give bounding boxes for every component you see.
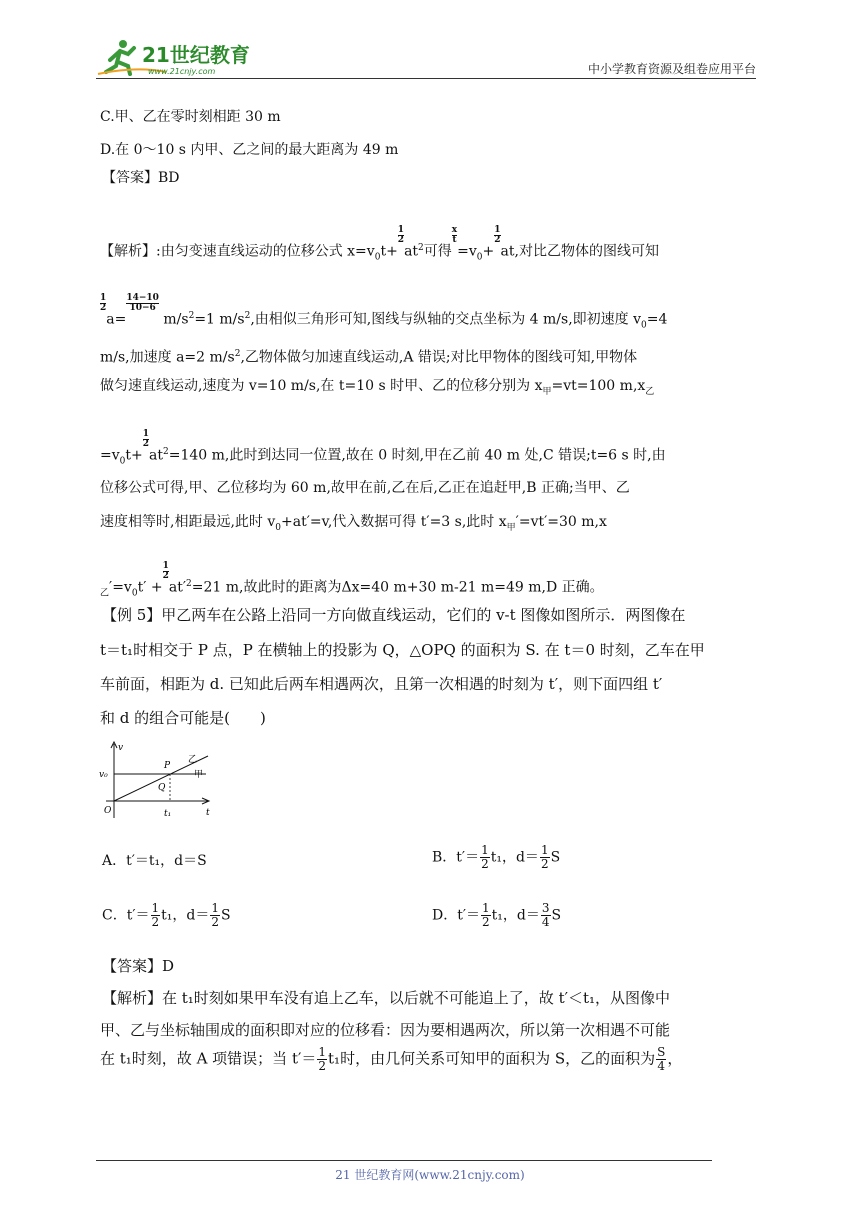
explanation-1-line-5: $=v_0t+$ $\frac{1}{2}at^2=140$ m,此时到达同一位置,故在 0 时刻,甲在乙前 40 m 处,C 错误;t=6 s 时,由 [100,429,666,467]
answer-2: 【答案】D [102,957,175,975]
choice-a: A．t′＝t₁，d＝S [102,853,207,869]
footer-divider [96,1160,712,1161]
explanation-1-line-3: m/s,加速度 a=2 $m/s^2$,乙物体做匀加速直线运动,A 错误;对比甲物体的图线可知,甲物体 [100,349,638,366]
t1-label: t₁ [164,809,172,819]
choice-d: D．t′＝ $\frac{1}{2}$ t₁，d＝ $\frac{3}{4}$ S [432,901,562,929]
option-d: D.在 0～10 s 内甲、乙之间的最大距离为 49 m [100,142,399,158]
answer-1: 【答案】BD [102,170,180,186]
v0-label: v₀ [99,770,108,780]
option-c: C.甲、乙在零时刻相距 30 m [100,109,281,125]
example-5-line-1: 【例 5】甲乙两车在公路上沿同一方向做直线运动，它们的 v-t 图像如图所示．两图像在 [102,606,686,624]
point-p-label: P [164,761,171,771]
vt-diagram [96,740,226,825]
example-5-line-4: 和 d 的组合可能是( ) [100,709,266,727]
example-5-line-3: 车前面，相距为 d. 已知此后两车相遇两次，且第一次相遇的时刻为 t′，则下面四组 t′ [100,675,663,693]
point-q-label: Q [158,783,166,793]
explanation-2-line-1: 【解析】在 t₁时刻如果甲车没有追上乙车，以后就不可能追上了，故 t′＜t₁，从图像中 [102,989,671,1007]
explanation-1-line-7: 速度相等时,相距最远,此时 $v_0+at'=v$,代入数据可得 t′=3 s,此时 $x_甲'=vt'=30$ m,x [100,514,607,533]
explanation-2-line-2: 甲、乙与坐标轴围成的面积即对应的位移看：因为要相遇两次，所以第一次相遇不可能 [100,1021,671,1039]
header-divider [96,78,756,79]
example-5-line-2: t＝t₁时相交于 P 点，P 在横轴上的投影为 Q，△OPQ 的面积为 S. 在 t＝0 时刻，乙车在甲 [100,641,705,659]
choice-b: B．t′＝ $\frac{1}{2}$ t₁，d＝ $\frac{1}{2}$ S [432,843,561,871]
explanation-2-line-3: 在 t₁时刻，故 A 项错误；当 t′＝ $\frac{1}{2}$ t₁时，由几何关系可知甲的面积为 S，乙的面积为 $\frac{S}{4}$ ， [100,1045,683,1073]
logo-url: www.21cnjy.com [148,67,216,76]
footer-text: 21 世纪教育网(www.21cnjy.com) [335,1168,525,1182]
explanation-1-line-6: 位移公式可得,甲、乙位移均为 60 m,故甲在前,乙在后,乙正在追赶甲,B 正确;当甲、乙 [100,480,630,496]
explanation-1-line-8: $_乙'=v_0t'$ + $\frac{1}{2}at'^2=21$ m,故此时的距离为Δx=40 m+30 m-21 m=49 m,D 正确。 [100,561,604,599]
jia-label: 甲 [194,770,204,780]
site-logo [96,36,266,78]
logo-text: 21世纪教育 [142,43,250,67]
header-platform-text: 中小学教育资源及组卷应用平台 [587,62,756,76]
yi-label: 乙 [188,755,198,765]
v-axis-label: v [118,743,124,753]
explanation-1-line-1: 【解析】:由匀变速直线运动的位移公式 $x=v_0t+$ $\frac{1}{2}at^2$可得 $\frac{x}{t}=v_0+$ $\frac{1}{2}at$,对比乙物体的图线可知 [100,225,659,263]
choice-c: C．t′＝ $\frac{1}{2}$ t₁，d＝ $\frac{1}{2}$ S [102,901,231,929]
explanation-1-line-4: 做匀速直线运动,速度为 v=10 m/s,在 t=10 s 时甲、乙的位移分别为 $x_甲=vt=100$ $m,x_乙$ [100,378,655,397]
explanation-1-line-2: $\frac{1}{2}a=$ $\frac{14-10}{10-6} m/s^2=1$ $m/s^2$,由相似三角形可知,图线与纵轴的交点坐标为 4 m/s,即初速度 $v_0=4$ [100,293,668,331]
t-axis-label: t [206,808,210,818]
origin-label: O [104,806,112,816]
